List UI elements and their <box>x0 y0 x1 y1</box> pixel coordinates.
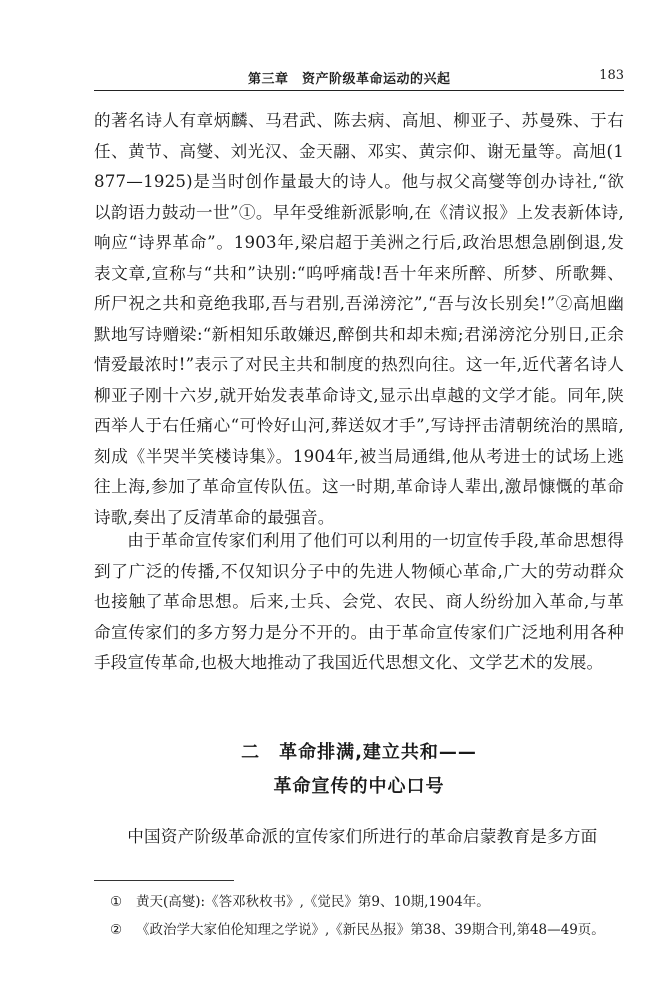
footnote-1 <box>110 888 630 916</box>
paragraph-2-text: 由于革命宣传家们利用了他们可以利用的一切宣传手段,革命思想得到了广泛的传播,不仅知识分子中的先进人物倾心革命,广大的劳动群众也接触了革命思想。后来,士兵、会党、农民、商人纷纷加入革命,与革命宣传家们的多方努力是分不开的。由于革命宣传家们广泛地利用各种手段宣传革命,也极大地推动了我国近代思想文化、文学艺术的发展。 <box>94 531 624 672</box>
footnotes <box>110 888 630 944</box>
section-heading-line-2: 革命宣传的中心口号 <box>273 776 445 797</box>
page-number: 183 <box>599 68 624 83</box>
footnote-2-text: 《政治学大家伯伦知理之学说》,《新民丛报》第38、39期合刊,第48—49页。 <box>136 922 605 938</box>
running-header <box>94 68 624 88</box>
paragraph-2 <box>94 526 624 679</box>
footnote-rule <box>94 880 234 881</box>
footnote-1-mark: ① <box>110 894 123 910</box>
paragraph-1-text: 的著名诗人有章炳麟、马君武、陈去病、高旭、柳亚子、苏曼殊、于右任、黄节、高燮、刘光汉、金天翮、邓实、黄宗仰、谢无量等。高旭(1877—1925)是当时创作量最大的诗人。他与叔父高燮等创办诗社,“欲以韵语力鼓动一世”①。早年受维新派影响,在《清议报》上发表新体诗,响应“诗界革命”。1903年,梁启超于美洲之行后,政治思想急剧倒退,发表文章,宣称与“共和”诀别:“呜呼痛哉!吾十年来所醉、所梦、所歌舞、所尸祝之共和竟绝我耶,吾与君别,吾涕滂沱”,“吾与汝长别矣!”②高旭幽默地写诗赠梁:“新相知乐敢嫌迟,醉倒共和却未痴;君涕滂沱分别日,正余情爱最浓时!”表示了对民主共和制度的热烈向往。这一年,近代著名诗人柳亚子刚十六岁,就开始发表革命诗文,显示出卓越的文学才能。同年,陕西举人于右任痛心“可怜好山河,葬送奴才手”,写诗抨击清朝统治的黑暗,刻成《半哭半笑楼诗集》。1904年,被当局通缉,他从考进士的试场上逃往上海,参加了革命宣传队伍。这一时期,革命诗人辈出,激昂慷慨的革命诗歌,奏出了反清革命的最强音。 <box>94 111 624 527</box>
paragraph-3-text: 中国资产阶级革命派的宣传家们所进行的革命启蒙教育是多方面 <box>127 827 598 846</box>
footnote-2-mark: ② <box>110 922 123 938</box>
header-rule <box>94 90 624 91</box>
footnote-1-text: 黄天(高燮):《答邓秋枚书》,《觉民》第9、10期,1904年。 <box>136 894 490 910</box>
paragraph-1 <box>94 106 624 533</box>
chapter-title: 第三章 资产阶级革命运动的兴起 <box>248 72 451 87</box>
paragraph-3 <box>94 822 624 853</box>
footnote-2 <box>110 916 630 944</box>
section-heading-line-1: 二 革命排满,建立共和—— <box>241 742 477 763</box>
